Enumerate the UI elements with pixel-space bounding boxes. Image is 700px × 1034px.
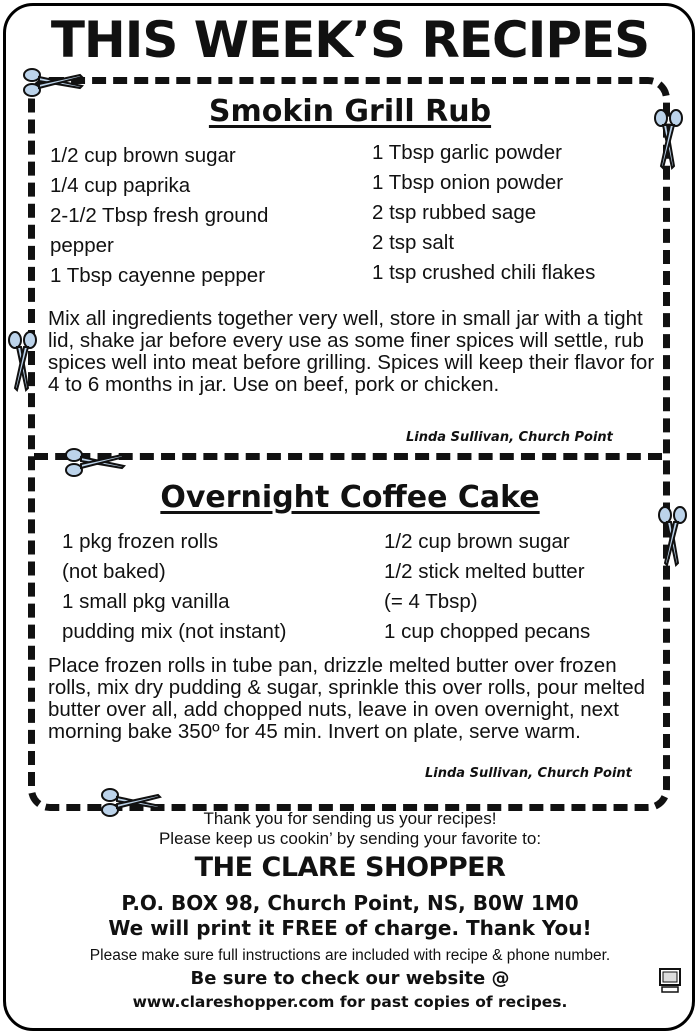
recipe-instructions: Place frozen rolls in tube pan, drizzle melted butter over frozen rolls, mix dry pudding & sugar, sprinkle this over rolls, pour melted butter over all, add chopped nuts, leave in oven overnight, next morning bake 350º for 45 min. Invert on plate, serve warm. xyxy=(48,654,646,743)
mailing-address: P.O. BOX 98, Church Point, NS, B0W 1M0 xyxy=(121,891,579,915)
ingredient-item: 2 tsp salt xyxy=(372,231,455,254)
ingredient-item: 1 Tbsp garlic powder xyxy=(372,141,562,164)
submission-text: Please keep us cookin’ by sending your favorite to: xyxy=(158,829,542,848)
ingredient-item: 1 tsp crushed chili flakes xyxy=(372,261,596,284)
recipe-title: Overnight Coffee Cake xyxy=(160,480,540,515)
website-url-line: www.clareshopper.com for past copies of recipes. xyxy=(132,993,568,1011)
recipe-credit: Linda Sullivan, Church Point xyxy=(406,430,613,445)
ingredient-item: 1/4 cup paprika xyxy=(50,174,191,197)
ingredient-item: 1/2 stick melted butter xyxy=(384,560,585,583)
ingredient-list-left xyxy=(50,141,268,291)
website-prompt: Be sure to check our website @ xyxy=(190,968,510,989)
ingredient-item: 2 tsp rubbed sage xyxy=(372,201,537,224)
ingredient-list-right xyxy=(372,138,595,288)
scissors-icon xyxy=(6,330,38,394)
ingredient-item: 1 small pkg vanilla xyxy=(62,590,230,613)
ingredient-item: pepper xyxy=(50,234,114,257)
ingredient-item: (= 4 Tbsp) xyxy=(384,590,478,613)
ingredient-item: 1 Tbsp onion powder xyxy=(372,171,564,194)
free-print-notice: We will print it FREE of charge. Thank You! xyxy=(108,916,592,940)
ingredient-item: 1 Tbsp cayenne pepper xyxy=(50,264,266,287)
ingredient-item: 1 pkg frozen rolls xyxy=(62,530,219,553)
scissors-icon xyxy=(64,446,128,478)
publication-name: THE CLARE SHOPPER xyxy=(194,852,506,883)
recipe-instructions: Mix all ingredients together very well, store in small jar with a tight lid, shake jar before every use as some finer spices will settle, rub spices well into meat before grilling. Spices will keep their flavor for 4 to 6 months in jar. Use on beef, pork or chicken. xyxy=(48,307,655,396)
recipe-credit: Linda Sullivan, Church Point xyxy=(425,766,632,781)
ingredient-item: 1/2 cup brown sugar xyxy=(384,530,570,553)
instructions-note: Please make sure full instructions are included with recipe & phone number. xyxy=(89,947,611,964)
thanks-text: Thank you for sending us your recipes! xyxy=(203,809,497,828)
ingredient-list-right xyxy=(384,527,590,647)
ingredient-item: 2-1/2 Tbsp fresh ground xyxy=(50,204,269,227)
recipe-title: Smokin Grill Rub xyxy=(208,94,492,129)
ingredient-item: 1/2 cup brown sugar xyxy=(50,144,236,167)
ingredient-item: pudding mix (not instant) xyxy=(62,620,287,643)
ingredient-item: (not baked) xyxy=(62,560,166,583)
ingredient-item: 1 cup chopped pecans xyxy=(384,620,591,643)
computer-icon xyxy=(658,968,682,994)
ingredient-list-left xyxy=(62,527,286,647)
page-title: THIS WEEK’S RECIPES xyxy=(50,11,650,69)
coupon-divider xyxy=(34,453,662,460)
